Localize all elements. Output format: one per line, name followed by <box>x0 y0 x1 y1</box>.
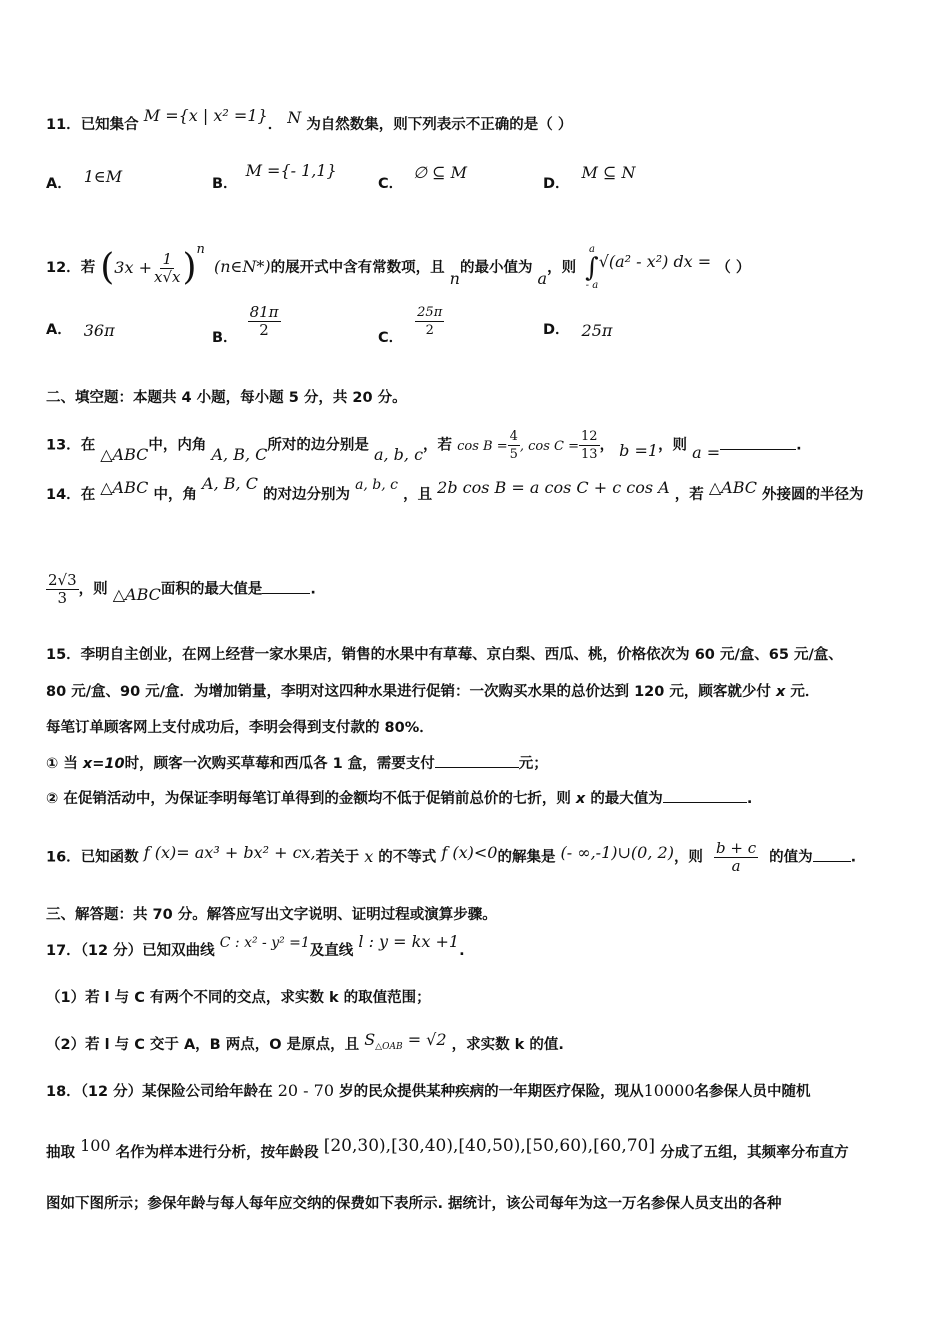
q14-text: 在 <box>80 487 96 503</box>
option-math: M ={- 1,1} <box>245 161 337 180</box>
left-paren: ( <box>100 247 115 288</box>
question-number: 17． <box>46 943 81 959</box>
option-label: C． <box>378 176 404 192</box>
question-18-line-2 <box>46 1136 849 1163</box>
question-13 <box>46 428 802 463</box>
exponent-n: n <box>196 242 205 257</box>
question-number: 14． <box>46 487 81 503</box>
q17-text-2: 及直线 <box>309 943 354 959</box>
q14-text-5: ，若 <box>674 487 704 503</box>
q18-text-2: 岁的民众提供某种疾病的一年期医疗保险，现从 <box>339 1084 644 1100</box>
frac-num: 1 <box>162 249 173 268</box>
expr-left: 3x + <box>114 258 152 277</box>
frac-den: a <box>731 857 741 875</box>
right-paren: ) <box>182 247 197 288</box>
question-15-line-2 <box>46 682 819 702</box>
frac-den: 5 <box>509 447 518 462</box>
question-number: 16． <box>46 849 81 866</box>
option-label: A． <box>46 176 72 192</box>
q17-part2-text: （2）若 l 与 C 交于 A，B 两点，O 是原点，且 <box>46 1037 360 1053</box>
answer-blank[interactable] <box>813 847 851 862</box>
q13-text-4: ，若 <box>423 437 453 454</box>
q18-text: （12 分）某保险公司给年龄在 <box>80 1084 273 1100</box>
option-b <box>212 303 281 346</box>
area-expression <box>364 1030 446 1053</box>
question-number: 12． <box>46 260 81 276</box>
option-math: 36π <box>83 321 115 340</box>
option-b <box>212 161 337 193</box>
q18-text-6: 分成了五组，其频率分布直方 <box>660 1145 849 1161</box>
set-m-definition: M ={x | x² =1} <box>143 106 268 125</box>
option-d <box>543 163 636 193</box>
integrand: √(a² - x²) dx = <box>598 252 712 271</box>
question-number: 18． <box>46 1084 81 1100</box>
equation: 2b cos B = a cos C + c cos A <box>437 478 670 497</box>
area-s: S <box>364 1030 376 1049</box>
condition: (n∈N*) <box>213 257 271 276</box>
inequality: f (x)<0 <box>441 842 498 862</box>
triangle: △ABC <box>112 584 161 604</box>
q12-text-3: 的最小值为 <box>459 260 533 276</box>
answer-blank[interactable] <box>435 753 519 768</box>
area-value: = √2 <box>407 1030 447 1049</box>
q16-text-5: ，则 <box>673 849 703 866</box>
q16-text-3: 的不等式 <box>378 849 437 866</box>
radius-fraction <box>46 572 79 607</box>
section-heading-solutions: 三、解答题：共 70 分。解答应写出文字说明、证明过程或演算步骤。 <box>46 907 497 923</box>
question-14-cont <box>46 572 316 607</box>
frac-den: 3 <box>57 589 68 607</box>
q15-line2-text: 80 元/盒、90 元/盒．为增加销量，李明对这四种水果进行促销：一次购买水果的总价达到 120 元，顾客就少付 <box>46 684 771 700</box>
question-12 <box>46 244 750 292</box>
option-math: M ⊆ N <box>581 163 636 182</box>
q16-text-6: 的值为 <box>769 849 813 866</box>
frac-num: 81π <box>249 303 279 321</box>
option-fraction <box>248 304 281 339</box>
cos-b: cos B = <box>457 438 508 454</box>
frac-den: 2 <box>259 321 269 339</box>
angles: A, B, C <box>211 444 268 464</box>
q16-text: 已知函数 <box>80 849 139 866</box>
binomial-expression <box>100 242 205 288</box>
area-subscript: △OAB <box>375 1042 403 1052</box>
question-number: 11． <box>46 117 81 133</box>
answer-parens: （ ） <box>716 260 751 276</box>
question-11 <box>46 106 573 135</box>
question-15-part-2 <box>46 788 752 809</box>
option-label: D． <box>543 322 570 338</box>
q12-text-2: 的展开式中含有常数项，且 <box>270 260 445 276</box>
population-size: 10000 <box>643 1081 695 1100</box>
answer-blank[interactable] <box>663 788 747 803</box>
q14-text-6: 外接圆的半径为 <box>762 487 864 503</box>
triangle: △ABC <box>100 478 149 497</box>
option-math: 1∈M <box>83 167 123 186</box>
option-a <box>46 167 123 193</box>
q15-sub2-text-2: 的最大值为 <box>590 791 663 807</box>
q11-period: ． <box>267 117 283 133</box>
q16-text-4: 的解集是 <box>497 849 556 866</box>
question-17-part-2 <box>46 1030 564 1057</box>
q18-text-4: 抽取 <box>46 1145 75 1161</box>
q18-text-3: 名参保人员中随机 <box>694 1084 811 1100</box>
age-groups: [20,30),[30,40),[40,50),[50,60),[60,70] <box>323 1136 656 1156</box>
frac-num: 25π <box>417 305 443 320</box>
frac-den: 2 <box>425 323 434 338</box>
q13-text-3: 所对的边分别是 <box>267 437 369 454</box>
question-number: 13． <box>46 437 81 454</box>
q15-sub1-text: ① 当 <box>46 756 78 772</box>
option-label: A． <box>46 322 72 338</box>
var-n: n <box>449 269 460 288</box>
angles: A, B, C <box>202 474 258 493</box>
age-range: 20 - 70 <box>277 1081 335 1100</box>
q11-stem: 为自然数集，则下列表示不正确的是（ ） <box>306 117 573 133</box>
triangle: △ABC <box>100 444 149 464</box>
q17-end: . <box>459 943 465 959</box>
solution-set: (- ∞,-1)∪(0, 2) <box>560 842 674 862</box>
q13-text-2: 中，内角 <box>148 437 207 454</box>
var-x: x <box>575 791 586 807</box>
question-15-line-3: 每笔订单顾客网上支付成功后，李明会得到支付款的 80%． <box>46 720 434 736</box>
b-value: b =1 <box>619 440 659 460</box>
q13-text-6: ，则 <box>658 437 688 454</box>
q15-sub1-text-2: 时，顾客一次购买草莓和西瓜各 1 盒，需要支付 <box>124 756 435 772</box>
option-math: ∅ ⊆ M <box>413 163 468 182</box>
question-17-part-1: （1）若 l 与 C 有两个不同的交点，求实数 k 的取值范围； <box>46 990 431 1006</box>
q14-text-4: ，且 <box>403 487 433 503</box>
question-16 <box>46 840 856 875</box>
option-c <box>378 304 444 346</box>
int-lower: - a <box>585 280 599 291</box>
q12-text-4: ，则 <box>547 260 577 276</box>
option-a <box>46 318 115 339</box>
q13-comma: ， <box>599 437 615 454</box>
q14-text-2: 中，角 <box>153 487 197 503</box>
q15-sub2-text: ② 在促销活动中，为保证李明每笔订单得到的金额均不低于促销前总价的七折，则 <box>46 791 571 807</box>
question-15-line-1: 15．李明自主创业，在网上经营一家水果店，销售的水果中有草莓、京白梨、西瓜、桃，价格依次为 60 元/盒、65 元/盒、 <box>46 647 843 663</box>
integral-symbol: ∫ <box>585 253 599 283</box>
a-equals: a = <box>692 442 721 462</box>
q15-sub1-end: 元； <box>518 756 548 772</box>
frac-num: 12 <box>581 429 598 444</box>
cos-c: , cos C = <box>519 438 580 454</box>
option-label: B． <box>212 176 238 192</box>
option-label: C． <box>378 329 404 346</box>
option-label: B． <box>212 329 238 346</box>
sides: a, b, c <box>373 444 424 464</box>
integral <box>585 244 711 292</box>
q13-end: . <box>796 437 802 454</box>
frac-num: b + c <box>716 839 757 857</box>
q18-text-5: 名作为样本进行分析，按年龄段 <box>115 1145 319 1161</box>
sample-size: 100 <box>80 1136 111 1155</box>
var-x: x <box>775 684 786 700</box>
q11-text: 已知集合 <box>80 117 139 133</box>
q14-text-8: 面积的最大值是 <box>160 581 263 598</box>
answer-blank[interactable] <box>720 435 796 450</box>
q17-part2-end: ，求实数 k 的值. <box>451 1037 564 1053</box>
answer-blank[interactable] <box>262 579 310 594</box>
x-value: x=10 <box>82 756 125 772</box>
fraction-cos-b <box>508 428 520 463</box>
q16-end: . <box>850 849 857 866</box>
q15-sub2-end: . <box>746 791 753 807</box>
question-18 <box>46 1081 811 1102</box>
q14-text-3: 的对边分别为 <box>263 487 350 503</box>
q14-end: . <box>310 581 316 598</box>
fraction <box>152 251 182 286</box>
line-equation: l : y = kx +1 <box>358 932 460 951</box>
triangle: △ABC <box>708 478 757 497</box>
hyperbola: C : x² - y² =1 <box>219 935 310 951</box>
question-17 <box>46 932 465 961</box>
frac-num: 4 <box>509 429 518 444</box>
option-c <box>378 163 468 193</box>
q17-text: （12 分）已知双曲线 <box>80 943 215 959</box>
q16-text-2: 若关于 <box>315 849 360 866</box>
option-d <box>543 318 612 339</box>
var-a: a <box>537 269 548 288</box>
question-14 <box>46 474 864 505</box>
var-x: x <box>364 846 374 866</box>
frac-den: 13 <box>581 447 598 462</box>
section-heading-fill-in: 二、填空题：本题共 4 小题，每小题 5 分，共 20 分。 <box>46 390 407 406</box>
q15-line2-end: 元． <box>790 684 820 700</box>
option-math: 25π <box>581 321 613 340</box>
q14-text-7: ，则 <box>78 581 108 598</box>
q12-text: 若 <box>80 260 96 276</box>
function-def: f (x)= ax³ + bx² + cx, <box>143 842 316 862</box>
q13-text: 在 <box>80 437 96 454</box>
frac-num: 2√3 <box>48 571 77 589</box>
fraction-cos-c <box>579 428 600 463</box>
question-15-part-1 <box>46 753 548 774</box>
option-label: D． <box>543 176 570 192</box>
int-upper: a <box>588 244 595 255</box>
sides: a, b, c <box>355 477 399 493</box>
set-n: N <box>287 108 302 127</box>
integral-sign <box>585 244 599 292</box>
fraction <box>714 840 758 875</box>
question-18-line-3: 图如下图所示；参保年龄与每人每年应交纳的保费如下表所示. 据统计，该公司每年为这一万名参保人员支出的各种 <box>46 1196 782 1212</box>
frac-den: x√x <box>154 267 181 286</box>
option-fraction <box>415 304 444 339</box>
